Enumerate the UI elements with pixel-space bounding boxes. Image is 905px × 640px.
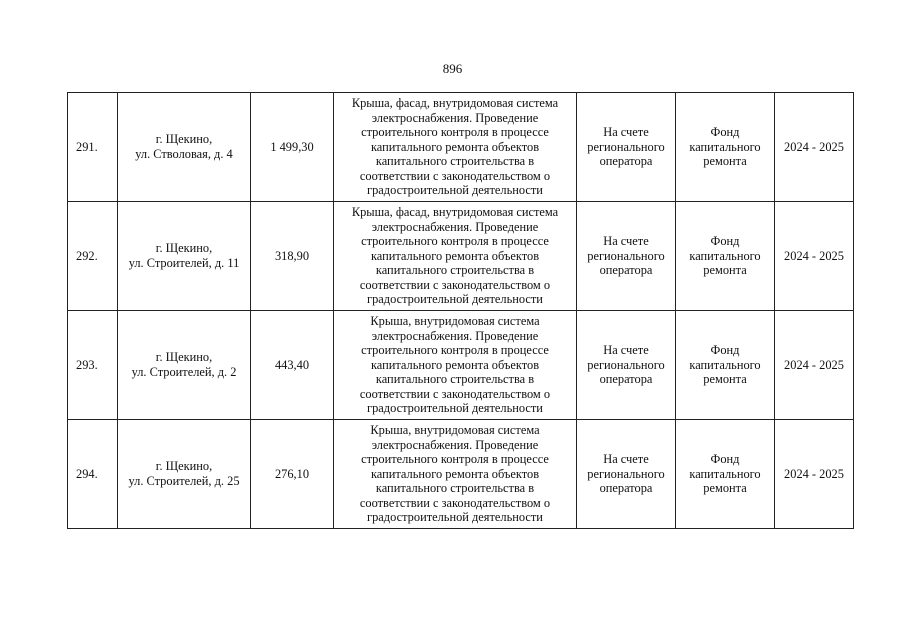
fund-cell: Фонд капитального ремонта xyxy=(676,93,775,202)
address-cell: г. Щекино, ул. Строителей, д. 11 xyxy=(118,202,251,311)
area-cell: 318,90 xyxy=(251,202,334,311)
area-cell: 276,10 xyxy=(251,420,334,529)
works-cell: Крыша, внутридомовая система электроснабжения. Проведение строительного контроля в процессе капитального ремонта объектов капитального строительства в соответствии с законодательством о градостроительной деятельности xyxy=(334,311,577,420)
fund-cell: Фонд капитального ремонта xyxy=(676,202,775,311)
period-cell: 2024 - 2025 xyxy=(775,93,854,202)
address-cell: г. Щекино, ул. Строителей, д. 25 xyxy=(118,420,251,529)
table-row xyxy=(68,311,854,420)
fund-cell: Фонд капитального ремонта xyxy=(676,420,775,529)
works-cell: Крыша, внутридомовая система электроснабжения. Проведение строительного контроля в процессе капитального ремонта объектов капитального строительства в соответствии с законодательством о градостроительной деятельности xyxy=(334,420,577,529)
table-row xyxy=(68,420,854,529)
row-number: 293. xyxy=(68,311,118,420)
address-cell: г. Щекино, ул. Стволовая, д. 4 xyxy=(118,93,251,202)
period-cell: 2024 - 2025 xyxy=(775,202,854,311)
account-cell: На счете регионального оператора xyxy=(577,311,676,420)
period-cell: 2024 - 2025 xyxy=(775,311,854,420)
page-number: 896 xyxy=(442,61,463,76)
account-cell: На счете регионального оператора xyxy=(577,420,676,529)
works-cell: Крыша, фасад, внутридомовая система электроснабжения. Проведение строительного контроля в процессе капитального ремонта объектов капитального строительства в соответствии с законодательством о градостроительной деятельности xyxy=(334,93,577,202)
row-number: 292. xyxy=(68,202,118,311)
table-row xyxy=(68,93,854,202)
row-number: 291. xyxy=(68,93,118,202)
works-cell: Крыша, фасад, внутридомовая система электроснабжения. Проведение строительного контроля в процессе капитального ремонта объектов капитального строительства в соответствии с законодательством о градостроительной деятельности xyxy=(334,202,577,311)
address-cell: г. Щекино, ул. Строителей, д. 2 xyxy=(118,311,251,420)
row-number: 294. xyxy=(68,420,118,529)
area-cell: 443,40 xyxy=(251,311,334,420)
period-cell: 2024 - 2025 xyxy=(775,420,854,529)
fund-cell: Фонд капитального ремонта xyxy=(676,311,775,420)
table-row xyxy=(68,202,854,311)
capital-repair-table xyxy=(67,92,854,529)
account-cell: На счете регионального оператора xyxy=(577,202,676,311)
account-cell: На счете регионального оператора xyxy=(577,93,676,202)
area-cell: 1 499,30 xyxy=(251,93,334,202)
